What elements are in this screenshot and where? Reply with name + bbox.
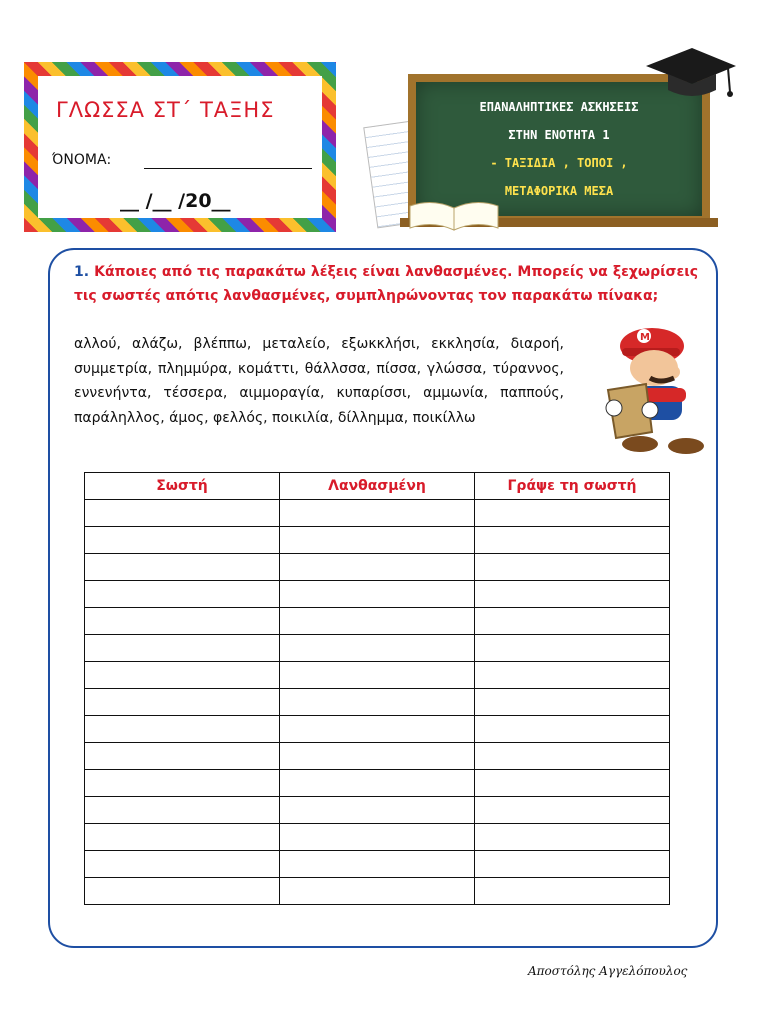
author-credit: Αποστόλης Αγγελόπουλος bbox=[528, 964, 688, 978]
table-row bbox=[85, 851, 670, 878]
board-line-4: ΜΕΤΑΦΟΡΙΚΑ ΜΕΣΑ bbox=[504, 184, 614, 198]
table-row bbox=[85, 716, 670, 743]
open-book-icon bbox=[406, 194, 502, 234]
table-row bbox=[85, 608, 670, 635]
exercise-number: 1. bbox=[74, 264, 90, 280]
wrong-cell[interactable] bbox=[280, 662, 475, 689]
write-correct-cell[interactable] bbox=[475, 878, 670, 905]
table-row bbox=[85, 824, 670, 851]
correct-cell[interactable] bbox=[85, 743, 280, 770]
correct-cell[interactable] bbox=[85, 851, 280, 878]
instruction-text: Κάποιες από τις παρακάτω λέξεις είναι λανθασμένες. Μπορείς να ξεχωρίσεις τις σωστές απότις λανθασμένες, συμπληρώνοντας τον παρακάτω πίνακα; bbox=[74, 264, 699, 304]
write-correct-cell[interactable] bbox=[475, 500, 670, 527]
board-line-2: ΣΤΗΝ ΕΝΟΤΗΤΑ 1 bbox=[508, 128, 610, 142]
write-correct-cell[interactable] bbox=[475, 662, 670, 689]
correct-cell[interactable] bbox=[85, 635, 280, 662]
correct-cell[interactable] bbox=[85, 662, 280, 689]
table-row bbox=[85, 878, 670, 905]
mario-reading-map-illustration bbox=[594, 310, 718, 458]
column-header-wrong: Λανθασμένη bbox=[280, 473, 475, 500]
wrong-cell[interactable] bbox=[280, 689, 475, 716]
board-line-1: ΕΠΑΝΑΛΗΠΤΙΚΕΣ ΑΣΚΗΣΕΙΣ bbox=[479, 100, 639, 114]
table-row bbox=[85, 770, 670, 797]
write-correct-cell[interactable] bbox=[475, 527, 670, 554]
correct-cell[interactable] bbox=[85, 554, 280, 581]
correct-cell[interactable] bbox=[85, 824, 280, 851]
wrong-cell[interactable] bbox=[280, 824, 475, 851]
correct-cell[interactable] bbox=[85, 527, 280, 554]
write-correct-cell[interactable] bbox=[475, 851, 670, 878]
board-line-3: - ΤΑΞΙΔΙΑ , ΤΟΠΟΙ , bbox=[490, 156, 628, 170]
worksheet-title: ΓΛΩΣΣΑ ΣΤ΄ ΤΑΞΗΣ bbox=[56, 98, 275, 122]
wrong-cell[interactable] bbox=[280, 716, 475, 743]
table-row bbox=[85, 797, 670, 824]
correct-cell[interactable] bbox=[85, 770, 280, 797]
correct-cell[interactable] bbox=[85, 716, 280, 743]
write-correct-cell[interactable] bbox=[475, 635, 670, 662]
table-row bbox=[85, 662, 670, 689]
chalkboard-illustration bbox=[370, 44, 750, 244]
wrong-cell[interactable] bbox=[280, 500, 475, 527]
wrong-cell[interactable] bbox=[280, 581, 475, 608]
write-correct-cell[interactable] bbox=[475, 824, 670, 851]
wrong-cell[interactable] bbox=[280, 554, 475, 581]
wrong-cell[interactable] bbox=[280, 851, 475, 878]
title-card bbox=[24, 62, 336, 232]
name-field[interactable] bbox=[144, 168, 312, 169]
table-row bbox=[85, 743, 670, 770]
correct-cell[interactable] bbox=[85, 500, 280, 527]
graduation-cap-icon bbox=[640, 44, 740, 106]
correct-cell[interactable] bbox=[85, 797, 280, 824]
svg-text:M: M bbox=[640, 332, 650, 343]
write-correct-cell[interactable] bbox=[475, 554, 670, 581]
correct-cell[interactable] bbox=[85, 689, 280, 716]
write-correct-cell[interactable] bbox=[475, 716, 670, 743]
column-header-write-correct: Γράψε τη σωστή bbox=[475, 473, 670, 500]
write-correct-cell[interactable] bbox=[475, 608, 670, 635]
date-field[interactable]: __ /__ /20__ bbox=[120, 190, 231, 212]
exercise-instruction bbox=[74, 260, 698, 308]
table-header-row bbox=[85, 473, 670, 500]
word-list: αλλού, αλάζω, βλέππω, μεταλείο, εξωκκλήσι, εκκλησία, διαροή, συμμετρία, πλημμύρα, κομάττι, θάλλσσα, πίσσα, γλώσσα, τύραννος, εννενήντα, τέσσερα, αιμμοραγία, κυπαρίσσι, αμμωνία, παππούς, παράληλλος, άμος, φελλός, ποικιλία, δίλλημμα, ποικίλλω bbox=[74, 336, 564, 426]
table-row bbox=[85, 554, 670, 581]
write-correct-cell[interactable] bbox=[475, 770, 670, 797]
table-row bbox=[85, 635, 670, 662]
exercise-box bbox=[48, 248, 718, 948]
wrong-cell[interactable] bbox=[280, 635, 475, 662]
table-row bbox=[85, 527, 670, 554]
correct-cell[interactable] bbox=[85, 581, 280, 608]
table-row bbox=[85, 689, 670, 716]
write-correct-cell[interactable] bbox=[475, 689, 670, 716]
wrong-cell[interactable] bbox=[280, 797, 475, 824]
wrong-cell[interactable] bbox=[280, 743, 475, 770]
answer-table bbox=[84, 472, 670, 905]
wrong-cell[interactable] bbox=[280, 527, 475, 554]
correct-cell[interactable] bbox=[85, 878, 280, 905]
wrong-cell[interactable] bbox=[280, 770, 475, 797]
name-label: ΌΝΟΜΑ: bbox=[52, 152, 112, 168]
wrong-cell[interactable] bbox=[280, 608, 475, 635]
answer-table-body bbox=[85, 500, 670, 905]
write-correct-cell[interactable] bbox=[475, 797, 670, 824]
column-header-correct: Σωστή bbox=[85, 473, 280, 500]
table-row bbox=[85, 581, 670, 608]
table-row bbox=[85, 500, 670, 527]
correct-cell[interactable] bbox=[85, 608, 280, 635]
write-correct-cell[interactable] bbox=[475, 581, 670, 608]
write-correct-cell[interactable] bbox=[475, 743, 670, 770]
wrong-cell[interactable] bbox=[280, 878, 475, 905]
